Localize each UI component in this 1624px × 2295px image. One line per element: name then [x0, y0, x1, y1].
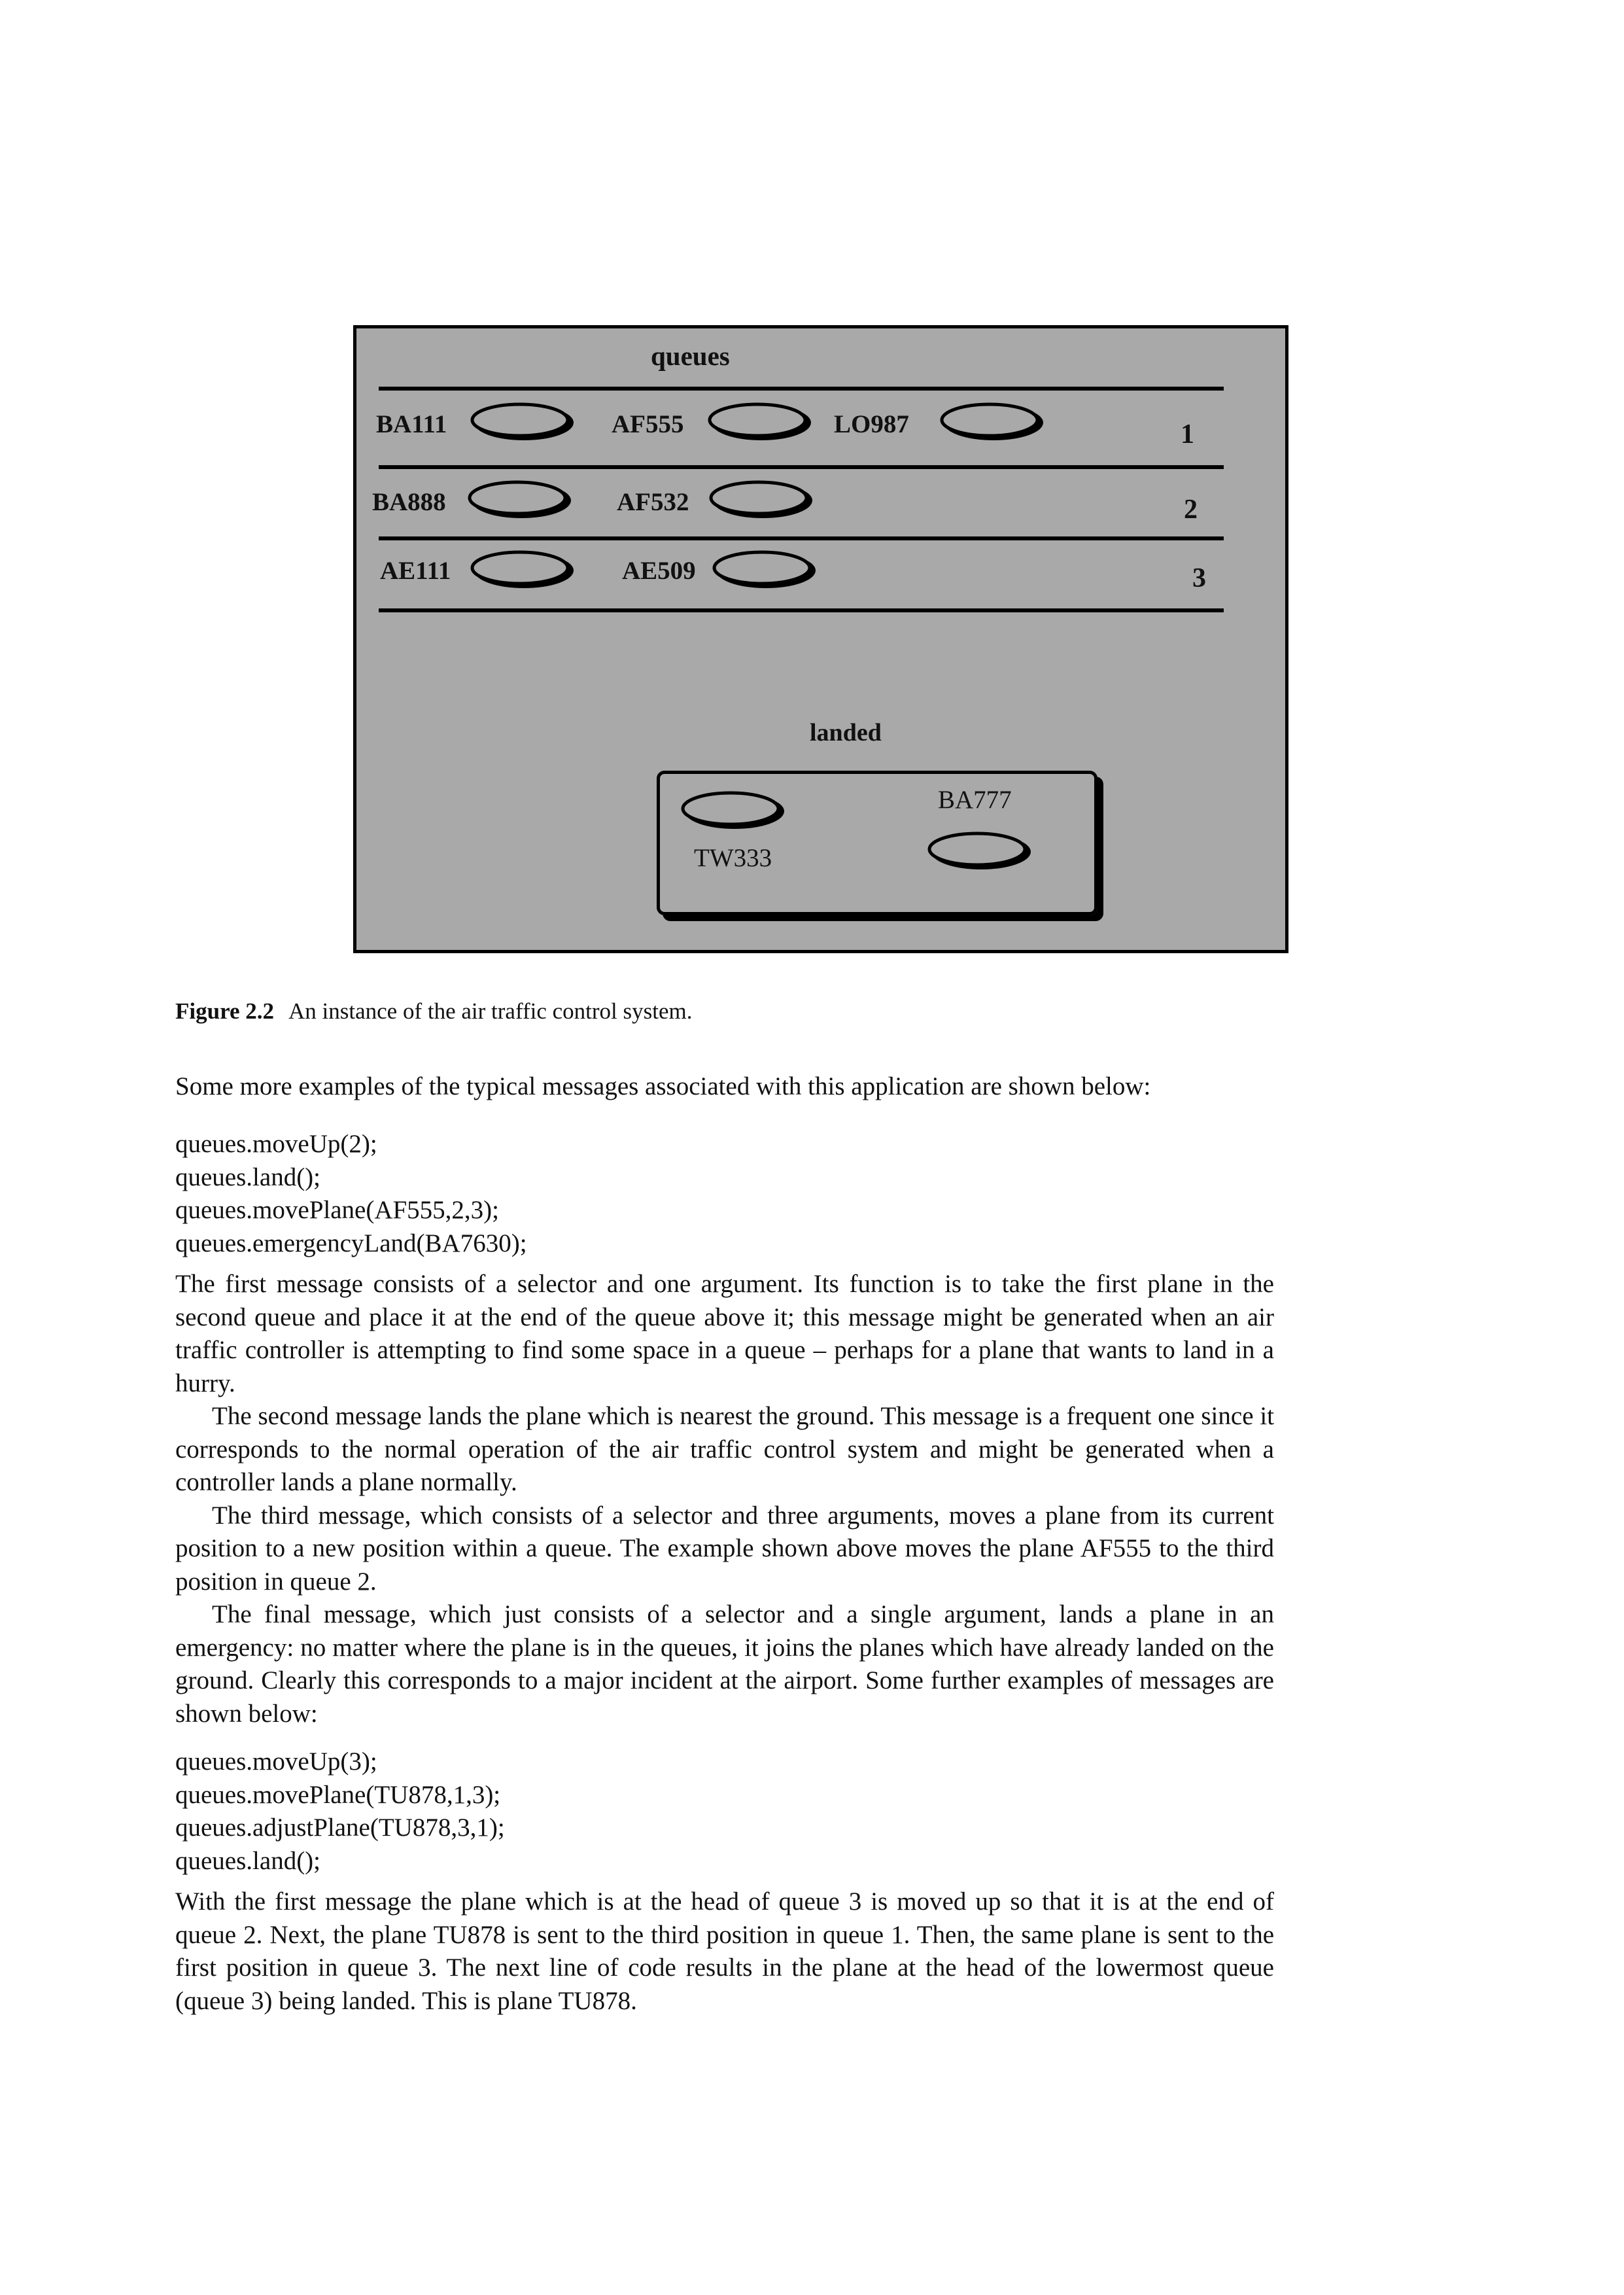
landed-title: landed	[810, 719, 882, 746]
queue-line	[379, 608, 1224, 612]
code-line: queues.land();	[175, 1846, 321, 1875]
queue-line	[379, 387, 1224, 391]
paragraph: The third message, which consists of a selector and three arguments, moves a plane from its current position to a new position within a queue. The example shown above moves the plane AF555 to the third position in queue 2.	[175, 1501, 1274, 1596]
intro-paragraph	[175, 1070, 1274, 1104]
queue-number: 3	[1192, 563, 1206, 593]
plane-label: AF532	[617, 488, 689, 516]
figure-title: queues	[651, 341, 730, 371]
figure-caption	[175, 998, 693, 1025]
plane-label: AE509	[622, 557, 696, 585]
paragraph: With the first message the plane which is at the head of queue 3 is moved up so that it is at the end of queue 2. Next, the plane TU878 is sent to the third position in queue 1. Then, the same plane is sent to the first position in queue 3. The next line of code results in the plane at the head of the lowermost queue (queue 3) being landed. This is plane TU878.	[175, 1887, 1274, 2015]
paragraph: Some more examples of the typical messages associated with this application are shown below:	[175, 1072, 1151, 1100]
code-line: queues.movePlane(TU878,1,3);	[175, 1780, 501, 1809]
plane-icon	[468, 546, 579, 592]
plane-label: BA888	[372, 488, 446, 516]
paragraph: The second message lands the plane which is nearest the ground. This message is a frequent one since it corresponds to the normal operation of the air traffic control system and might be generated when a controller lands a plane normally.	[175, 1402, 1274, 1496]
landed-area	[657, 771, 1097, 915]
queue-number: 2	[1184, 495, 1198, 525]
code-line: queues.moveUp(3);	[175, 1747, 377, 1776]
plane-label: TW333	[694, 844, 772, 872]
body-paragraphs	[175, 1268, 1274, 1730]
queue-line	[379, 536, 1224, 540]
plane-icon	[925, 828, 1036, 873]
plane-icon	[678, 787, 789, 833]
queue-number: 1	[1181, 419, 1194, 449]
plane-label: AE111	[380, 557, 451, 585]
code-line: queues.movePlane(AF555,2,3);	[175, 1196, 500, 1224]
code-line: queues.adjustPlane(TU878,3,1);	[175, 1813, 505, 1842]
caption-text: An instance of the air traffic control system.	[288, 998, 693, 1024]
paragraph: The first message consists of a selector and one argument. Its function is to take the first plane in the second queue and place it at the end of the queue above it; this message might be generated when an air traffic controller is attempting to find some space in a queue – perhaps for a plane that wants to land in a hurry.	[175, 1270, 1274, 1397]
plane-icon	[937, 398, 1048, 444]
plane-label: AF555	[612, 410, 684, 438]
code-line: queues.moveUp(2);	[175, 1130, 377, 1158]
air-traffic-figure	[353, 325, 1288, 953]
paragraph: The final message, which just consists of a selector and a single argument, lands a plane in an emergency: no matter where the plane is in the queues, it joins the planes which have already landed on the ground. Clearly this corresponds to a major incident at the airport. Some further examples of messages are shown below:	[175, 1600, 1274, 1728]
closing-paragraph	[175, 1885, 1274, 2018]
code-line: queues.emergencyLand(BA7630);	[175, 1229, 527, 1257]
plane-icon	[465, 476, 576, 522]
figure-number: Figure 2.2	[175, 998, 275, 1024]
code-line: queues.land();	[175, 1163, 321, 1191]
plane-label: LO987	[834, 410, 909, 438]
plane-icon	[710, 546, 821, 592]
plane-icon	[706, 476, 818, 522]
plane-label: BA777	[938, 786, 1012, 814]
plane-label: BA111	[376, 410, 447, 438]
code-block	[175, 1128, 1274, 1260]
code-block	[175, 1745, 1274, 1878]
plane-icon	[468, 398, 579, 444]
queue-line	[379, 465, 1224, 469]
plane-icon	[705, 398, 816, 444]
